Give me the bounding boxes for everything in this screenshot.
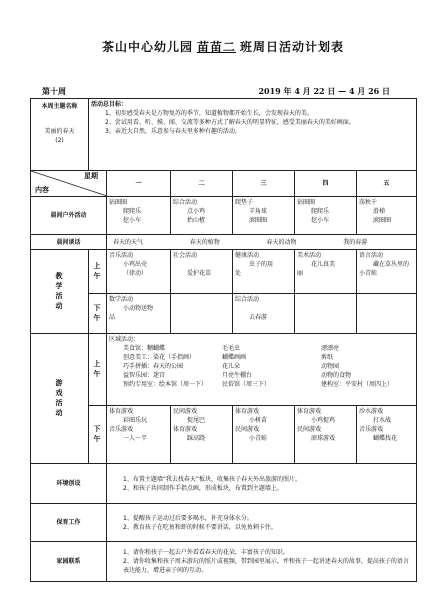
- game-item: 民间游戏: [235, 426, 260, 433]
- games-label: 游戏活动: [55, 378, 64, 419]
- teaching-item: （律动）: [123, 270, 148, 277]
- theme-name: 美丽的春天: [44, 128, 75, 135]
- outdoor-item: 羊角球: [249, 208, 268, 215]
- morning-talk-cell: [107, 235, 417, 250]
- teaching-item: 健康活动: [235, 252, 260, 259]
- teaching-item: 丽: [297, 270, 304, 277]
- teaching-item: 小鸡出壳: [123, 261, 148, 268]
- family-item: 1、请你和孩子一起去户外看看春天的花朵，丰富孩子的知识。: [123, 549, 289, 556]
- goals-label: 活动总目标：: [91, 101, 128, 108]
- teaching-item: 花儿真美: [311, 261, 336, 268]
- teaching-item: 语言活动: [359, 252, 384, 259]
- theme-name-sub: (2): [55, 137, 64, 144]
- outdoor-cell: [107, 197, 171, 235]
- games-am-cell: [89, 334, 107, 406]
- school-name: 茶山中心幼儿园: [101, 40, 193, 54]
- care-cell: [107, 504, 417, 542]
- game-item: 音乐游戏: [359, 426, 384, 433]
- teaching-item: 音乐活动: [109, 252, 134, 259]
- game-cell: [171, 406, 233, 464]
- day-mon: 一: [107, 171, 171, 197]
- game-item: 彩圈乐玩: [123, 417, 148, 424]
- game-item: 民间游戏: [297, 426, 322, 433]
- teaching-cell: [357, 250, 417, 294]
- plan-table: [30, 98, 417, 582]
- game-item: 音乐游戏: [109, 426, 134, 433]
- area-item: 动物园: [321, 363, 340, 370]
- games-pm-cell: [89, 406, 107, 464]
- teaching-cell: [295, 250, 357, 294]
- game-item: 小树苗: [249, 417, 268, 424]
- theme-label: 本周主题名称: [41, 103, 78, 110]
- teaching-pm-row: [31, 294, 417, 334]
- environment-item: 1、布置主题墙“我去找春天”板块，收集孩子春天外出旅游的照片。: [123, 475, 302, 483]
- teaching-am-label: 上午: [93, 261, 102, 282]
- game-item: 踩高跷: [187, 435, 206, 442]
- teaching-cell: [233, 250, 295, 294]
- teaching-cell: [107, 250, 171, 294]
- teaching-cell: [171, 250, 233, 294]
- theme-cell: [31, 99, 89, 171]
- area-item: 益智乐园：迷宫: [123, 372, 166, 379]
- games-label-cell: [31, 334, 89, 464]
- outdoor-item: 滚圈圈: [249, 217, 268, 224]
- area-item: 剪纸: [321, 354, 334, 361]
- outdoor-item: 爬爬乐: [311, 208, 330, 215]
- area-item: 动物的食物: [321, 372, 352, 379]
- day-tue: 二: [171, 171, 233, 197]
- care-row: [31, 504, 417, 542]
- game-item: 沙水游戏: [359, 408, 384, 415]
- page-title: [0, 38, 446, 55]
- outdoor-item: 荡秋千: [359, 199, 378, 206]
- game-item: 打水战: [373, 417, 392, 424]
- outdoor-item: 爬爬乐: [123, 208, 142, 215]
- talk-item: 春天的植物: [189, 238, 220, 246]
- outdoor-item: 爬垫子: [235, 199, 254, 206]
- family-row: [31, 542, 417, 582]
- class-name: 苗苗二: [196, 40, 236, 54]
- game-item: 滚球游戏: [311, 435, 336, 442]
- family-label: 家园联系: [31, 542, 107, 582]
- teaching-item: 爱护花草: [187, 270, 212, 277]
- theme-row: [31, 99, 417, 171]
- morning-talk-row: [31, 235, 417, 250]
- week-label: 第十周: [42, 86, 66, 96]
- teaching-item: 藏在草丛里的: [373, 261, 410, 268]
- teaching-item: 小青蛙: [359, 270, 378, 277]
- game-item: 小青蛙: [249, 435, 268, 442]
- teaching-cell: [233, 294, 295, 334]
- teaching-label-cell: [31, 250, 89, 334]
- area-item: 美食馆：糊蝴蝶: [123, 345, 166, 352]
- outdoor-cell: [171, 197, 233, 235]
- teaching-item: 品: [109, 314, 116, 321]
- teaching-cell: [107, 294, 171, 334]
- date-range: 2019 年 4 月 22 日 — 4 月 26 日: [258, 86, 390, 96]
- outdoor-item: 钻圈圈: [109, 199, 128, 206]
- day-corner-cell: [31, 171, 107, 197]
- teaching-item: 处: [235, 270, 242, 277]
- morning-talk-label: 晨间谈话: [31, 235, 107, 250]
- teaching-pm-cell: [89, 294, 107, 334]
- teaching-item: 去春游: [249, 314, 268, 321]
- area-item: 创意美工：染花（手指画）: [123, 354, 196, 361]
- games-am-row: [31, 334, 417, 406]
- outdoor-item: 综合活动: [173, 199, 198, 206]
- day-header-row: [31, 171, 417, 197]
- area-item: 民俗馆（周三下）: [222, 381, 271, 388]
- teaching-cell: [357, 294, 417, 334]
- area-item: 毛毛虫: [222, 345, 241, 352]
- family-item: 2、请你收集和孩子周末游玩的照片或视频，带到园里展示，并和孩子一起讲述春天的故事，提高孩子的语言表达能力，增进亲子间的互动。: [123, 558, 409, 574]
- area-item: 蝴蝶画画: [222, 354, 247, 361]
- games-am-label: 上午: [93, 359, 102, 380]
- game-item: 体育游戏: [173, 426, 198, 433]
- talk-item: 我的春游: [343, 238, 368, 246]
- teaching-label: 教学活动: [55, 271, 64, 312]
- area-item: 漂漂亮: [321, 345, 340, 352]
- day-wed: 三: [233, 171, 295, 197]
- teaching-item: 美术活动: [297, 252, 322, 259]
- title-suffix: 班周日活动计划表: [240, 40, 345, 54]
- family-cell: [107, 542, 417, 582]
- area-title: 区域活动：: [109, 336, 140, 343]
- teaching-item: 综合活动: [235, 296, 260, 303]
- area-item: 花儿朵: [222, 363, 241, 370]
- day-label-bottom: 内容: [35, 186, 49, 194]
- game-item: 一人一半: [123, 435, 148, 442]
- area-item: 预约专用室：绘本馆（周一下）: [123, 381, 208, 388]
- teaching-item: 小动物送物: [123, 305, 154, 312]
- area-activities-cell: [107, 334, 417, 406]
- goal-item: 3、亲近大自然，乐意参与春天里多种有趣的活动。: [105, 128, 241, 135]
- goals-cell: [89, 99, 417, 171]
- teaching-cell: [295, 294, 357, 334]
- teaching-cell: [171, 294, 233, 334]
- day-label-top: 星期: [84, 172, 98, 180]
- area-item: 巧手拼插：春天的公园: [123, 363, 184, 370]
- area-item: 月亮牛棚台: [222, 372, 253, 379]
- environment-label: 环境创设: [31, 464, 107, 504]
- outdoor-item: 抬山楂: [187, 217, 206, 224]
- environment-row: [31, 464, 417, 504]
- day-fri: 五: [357, 171, 417, 197]
- goal-item: 2、尝试用看、听、摸、闻、交流等多种方式了解春天的明显特征，感受美丽春天的美好画面。: [105, 119, 355, 126]
- outdoor-item: 挖小车: [311, 217, 330, 224]
- outdoor-label: 晨间户外活动: [31, 197, 107, 235]
- area-item: 建构室：平安村（周四上）: [321, 381, 394, 388]
- talk-item: 春天的天气: [113, 238, 144, 246]
- outdoor-row: [31, 197, 417, 235]
- game-item: 小鸡捉鸡: [311, 417, 336, 424]
- teaching-item: 社会活动: [173, 252, 198, 259]
- game-item: 体育游戏: [235, 408, 260, 415]
- games-pm-row: [31, 406, 417, 464]
- outdoor-item: 滚圈圈: [373, 217, 392, 224]
- teaching-am-cell: [89, 250, 107, 294]
- outdoor-cell: [233, 197, 295, 235]
- care-label: 保育工作: [31, 504, 107, 542]
- environment-cell: [107, 464, 417, 504]
- game-cell: [233, 406, 295, 464]
- teaching-item: 数学活动: [109, 296, 134, 303]
- goal-item: 1、初步感受春天是万物复苏的季节，知道植物都开始生长，会发现春天的美。: [105, 110, 313, 117]
- game-item: 民间游戏: [173, 408, 198, 415]
- game-cell: [295, 406, 357, 464]
- game-item: 捉尾巴: [187, 417, 206, 424]
- outdoor-cell: [357, 197, 417, 235]
- outdoor-cell: [295, 197, 357, 235]
- teaching-item: 虫子的用: [249, 261, 274, 268]
- care-item: 2、教育孩子在吃鱼和虾的时候不要讲话，以免鱼刺卡住。: [123, 523, 277, 531]
- outdoor-item: 挖小车: [123, 217, 142, 224]
- game-item: 体育游戏: [297, 408, 322, 415]
- game-item: 体育游戏: [109, 408, 134, 415]
- game-item: 蝴蝶找花: [373, 435, 398, 442]
- game-cell: [107, 406, 171, 464]
- outdoor-item: 钻圈圈: [297, 199, 316, 206]
- care-item: 1、提醒孩子运动过后要多喝水，补充身体水分。: [123, 514, 253, 522]
- talk-item: 春天的动物: [266, 238, 297, 246]
- games-pm-label: 下午: [93, 424, 102, 445]
- outdoor-item: 滑梯: [373, 208, 386, 215]
- environment-item: 2、和孩子共同制作手指点画，形成板块，布置到主题墙上。: [123, 484, 283, 492]
- outdoor-item: 点小鸡: [187, 208, 206, 215]
- game-cell: [357, 406, 417, 464]
- teaching-pm-label: 下午: [93, 303, 102, 324]
- day-thu: 四: [295, 171, 357, 197]
- teaching-am-row: [31, 250, 417, 294]
